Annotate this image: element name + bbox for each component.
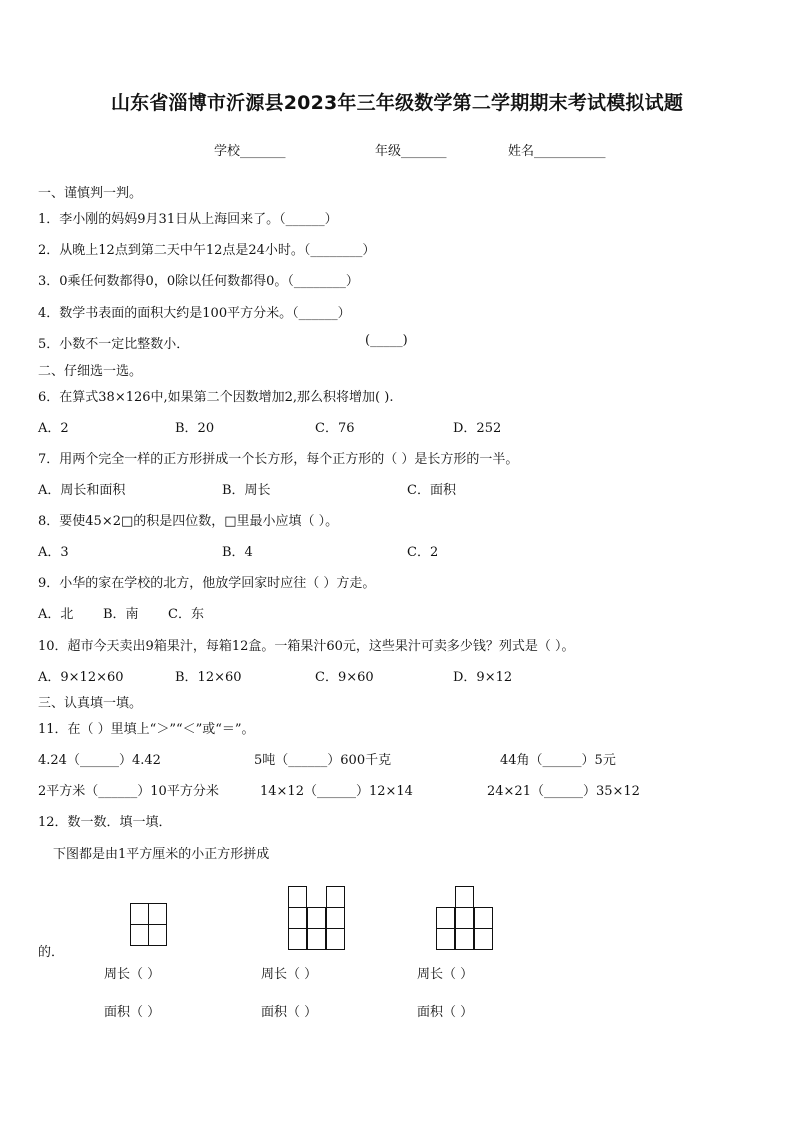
question-1: 1．李小刚的妈妈9月31日从上海回来了。（______） [38,212,338,227]
figure-2-perimeter: 周长（ ） [261,967,318,982]
section1-heading: 一、谨慎判一判。 [38,186,143,201]
question-10: 10．超市今天卖出9箱果汁，每箱12盒。一箱果汁60元，这些果汁可卖多少钱？列式是（ ）。 [38,639,575,654]
question-4: 4．数学书表面的面积大约是100平方分米。（______） [38,306,351,321]
question-3: 3．0乘任何数都得0，0除以任何数都得0。（________） [38,274,359,289]
figure-3-area: 面积（ ） [417,1005,474,1020]
q8-option-a: A．3 [38,545,69,560]
school-field: 学校_______ [214,144,286,159]
section3-heading: 三、认真填一填。 [38,696,143,711]
q6-option-d: D．252 [453,421,502,436]
question-2: 2．从晚上12点到第二天中午12点是24小时。（________） [38,243,376,258]
q8-option-b: B．4 [222,545,253,560]
question-7: 7．用两个完全一样的正方形拼成一个长方形，每个正方形的（ ）是长方形的一半。 [38,452,519,467]
question-5: 5．小数不一定比整数小． [38,337,190,352]
question-9: 9．小华的家在学校的北方，他放学回家时应往（ ）方走。 [38,576,376,591]
figure-1-area: 面积（ ） [104,1005,161,1020]
q6-option-a: A．2 [38,421,69,436]
q10-option-a: A．9×12×60 [38,670,124,685]
q11-compare-1: 4.24（______）4.42 [38,753,161,768]
q11-compare-6: 24×21（______）35×12 [487,784,640,799]
question-11: 11．在（ ）里填上“＞”“＜”或“＝”。 [38,722,255,737]
q10-option-d: D．9×12 [453,670,513,685]
q6-option-c: C．76 [315,421,355,436]
figure-1-perimeter: 周长（ ） [104,967,161,982]
q11-compare-3: 44角（______）5元 [500,753,616,768]
q7-option-b: B．周长 [222,483,271,498]
q9-option-a: A．北 [38,607,74,622]
name-field: 姓名___________ [508,144,606,159]
q11-compare-2: 5吨（______）600千克 [254,753,392,768]
question-12: 12．数一数．填一填． [38,815,172,830]
q10-option-c: C．9×60 [315,670,374,685]
question-8: 8．要使45×2□的积是四位数，□里最小应填（ ）。 [38,514,339,529]
q12-tail: 的． [38,945,65,960]
question-5-blank: (_____) [365,333,408,348]
section2-heading: 二、仔细选一选。 [38,364,143,379]
q11-compare-5: 14×12（______）12×14 [260,784,413,799]
grade-field: 年级_______ [375,144,447,159]
q7-option-a: A．周长和面积 [38,483,126,498]
q12-description: 下图都是由1平方厘米的小正方形拼成 [53,847,270,862]
q7-option-c: C．面积 [407,483,456,498]
figure-3-perimeter: 周长（ ） [417,967,474,982]
page-title: 山东省淄博市沂源县2023年三年级数学第二学期期末考试模拟试题 [110,92,684,114]
q8-option-c: C．2 [407,545,439,560]
figure-2-area: 面积（ ） [261,1005,318,1020]
q11-compare-4: 2平方米（______）10平方分米 [38,784,219,799]
q10-option-b: B．12×60 [175,670,242,685]
q9-option-c: C．东 [168,607,204,622]
question-6: 6．在算式38×126中,如果第二个因数增加2,那么积将增加( ). [38,390,394,405]
q9-option-b: B．南 [103,607,139,622]
q6-option-b: B．20 [175,421,215,436]
